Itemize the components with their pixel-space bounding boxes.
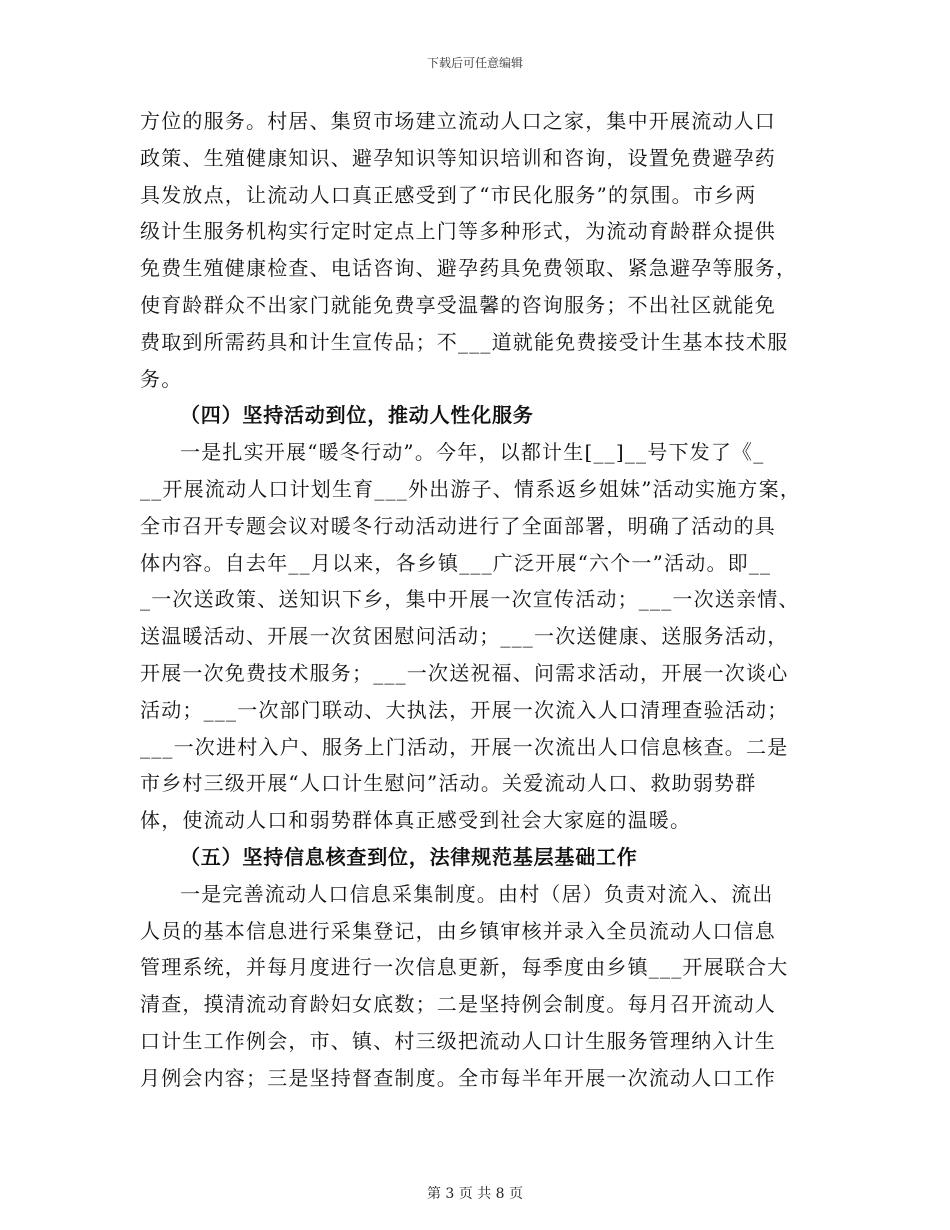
paragraph-line: 务。 <box>140 366 183 391</box>
paragraph-line: 清查，摸清流动育龄妇女底数；二是坚持例会制度。每月召开流动人 <box>140 992 776 1017</box>
paragraph-line: 方位的服务。村居、集贸市场建立流动人口之家，集中开展流动人口 <box>140 109 776 133</box>
paragraph-line: 活动；___一次部门联动、大执法，开展一次流入人口清理查验活动； <box>140 697 789 722</box>
paragraph-line: 送温暖活动、开展一次贫困慰问活动；___一次送健康、送服务活动， <box>140 624 789 649</box>
document-body <box>140 103 812 1097</box>
paragraph-line: 体，使流动人口和弱势群体真正感受到社会大家庭的温暖。 <box>140 808 692 833</box>
paragraph-line: 全市召开专题会议对暖冬行动活动进行了全面部署，明确了活动的具 <box>140 513 776 538</box>
paragraph-line: 开展一次免费技术服务；___一次送祝福、问需求活动，开展一次谈心 <box>140 660 789 685</box>
paragraph-line: _一次送政策、送知识下乡，集中开展一次宣传活动；___一次送亲情、 <box>140 587 800 612</box>
paragraph-line: 使育龄群众不出家门就能免费享受温馨的咨询服务；不出社区就能免 <box>140 292 776 317</box>
section-heading: （五）坚持信息核查到位，法律规范基层基础工作 <box>180 844 638 869</box>
section-heading: （四）坚持活动到位，推动人性化服务 <box>180 403 534 428</box>
page-header-note: 下载后可任意编辑 <box>426 56 523 70</box>
paragraph-line: __开展流动人口计划生育___外出游子、情系返乡姐妹”活动实施方案， <box>140 476 802 501</box>
paragraph-line: 政策、生殖健康知识、避孕知识等知识培训和咨询，设置免费避孕药 <box>140 145 776 170</box>
paragraph-line: 口计生工作例会，市、镇、村三级把流动人口计生服务管理纳入计生 <box>140 1028 776 1053</box>
paragraph-line: 级计生服务机构实行定时定点上门等多种形式，为流动育龄群众提供 <box>140 219 776 244</box>
paragraph-line: 一是完善流动人口信息采集制度。由村（居）负责对流入、流出 <box>180 881 774 906</box>
paragraph-line: 管理系统，并每月度进行一次信息更新，每季度由乡镇___开展联合大 <box>140 955 789 980</box>
paragraph-line: 免费生殖健康检查、电话咨询、避孕药具免费领取、紧急避孕等服务， <box>140 256 798 281</box>
paragraph-line: 人员的基本信息进行采集登记，由乡镇审核并录入全员流动人口信息 <box>140 918 776 943</box>
paragraph-line: 费取到所需药具和计生宣传品；不___道就能免费接受计生基本技术服 <box>140 329 789 354</box>
paragraph-line: 具发放点，让流动人口真正感受到了“市民化服务”的氛围。市乡两 <box>140 182 757 207</box>
paragraph-line: 市乡村三级开展“人口计生慰问”活动。关爱流动人口、救助弱势群 <box>140 771 757 796</box>
paragraph-line: 月例会内容；三是坚持督查制度。全市每半年开展一次流动人口工作 <box>140 1065 776 1090</box>
paragraph-line: 一是扎实开展“暖冬行动”。今年，以都计生[__]__号下发了《_ <box>180 440 765 465</box>
paragraph-line: ___一次进村入户、服务上门活动，开展一次流出人口信息核查。二是 <box>140 734 789 759</box>
page-number-footer: 第 3 页 共 8 页 <box>426 1186 524 1202</box>
paragraph-line: 体内容。自去年__月以来，各乡镇___广泛开展“六个一”活动。即__ <box>140 550 772 575</box>
